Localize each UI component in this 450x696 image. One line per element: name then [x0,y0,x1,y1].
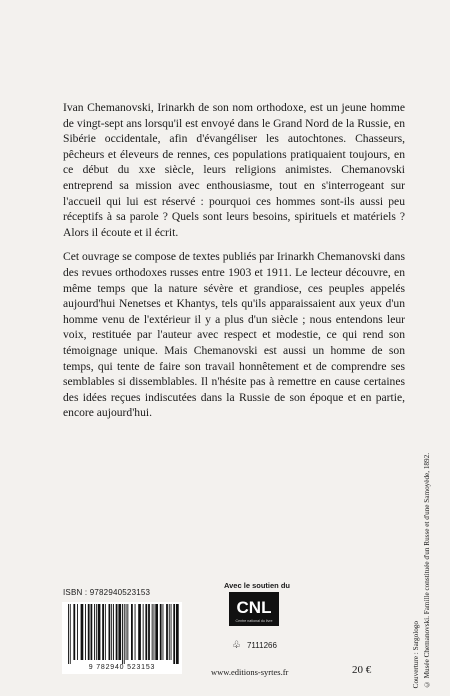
barcode-icon [62,602,182,664]
photo-credit-line: © Musée Chemanovski. Famille constituée d'un Russe et d'une Samoyède, 1892. [423,452,431,688]
cnl-logo-subtext: Centre national du livre [235,619,273,623]
publisher-website: www.editions-syrtes.fr [211,667,289,677]
blurb-text [63,100,405,430]
cnl-logo-icon [229,592,279,626]
blurb-paragraph-2: Cet ouvrage se compose de textes publiés par Irinarkh Chemanovski dans des revues orthodoxes russes entre 1903 et 1911. Le lecteur découvre, en même temps que la nature sévère et grandiose, ces peuples appelés aujourd'hui Nenetses et Khantys, tels qu'ils apparaissaient aux yeux d'un homme venu de l'extérieur il y a plus d'un siècle ; nous entendons leur voix, restituée par l'auteur avec respect et modestie, ce qui rend son témoignage unique. Mais Chemanovski est aussi un homme de son temps, qui tente de faire son travail honnêtement et de comprendre ses semblables si dissemblables. Il n'hésite pas à remettre en cause certaines des idées reçues indiscutées dans la Russie de son époque et en partie, encore aujourd'hui. [63,250,405,420]
isbn-label: ISBN : 9782940523153 [63,588,151,597]
barcode-digits: 9 782940 523153 [62,664,182,671]
cnl-logo-text: CNL [236,598,272,617]
support-label: Avec le soutien du [224,581,290,590]
seal-row [232,640,277,651]
seal-number: 7111266 [246,641,277,650]
club-icon: ♧ [232,640,241,651]
blurb-paragraph-1: Ivan Chemanovski, Irinarkh de son nom orthodoxe, est un jeune homme de vingt-sept ans lorsqu'il est envoyé dans le Grand Nord de la Russie, en Sibérie occidentale, afin d'évangéliser les autochtones. Chasseurs, pêcheurs et éleveurs de rennes, ces populations pratiquaient toujours, en ce début du xxe siècle, leurs religions animistes. Chemanovski entreprend sa mission avec enthousiasme, tout en s'interrogeant sur l'accueil qui lui est réservé : pourquoi ces hommes sont-ils aussi peu réceptifs à sa parole ? Quels sont leurs besoins, spirituels et matériels ? Alors il écoute et il écrit. [63,101,405,239]
cover-credits [412,452,442,688]
cover-credit-line: Couverture : Sargologo [412,620,420,688]
cnl-logo [229,592,279,626]
price: 20 € [352,664,372,676]
